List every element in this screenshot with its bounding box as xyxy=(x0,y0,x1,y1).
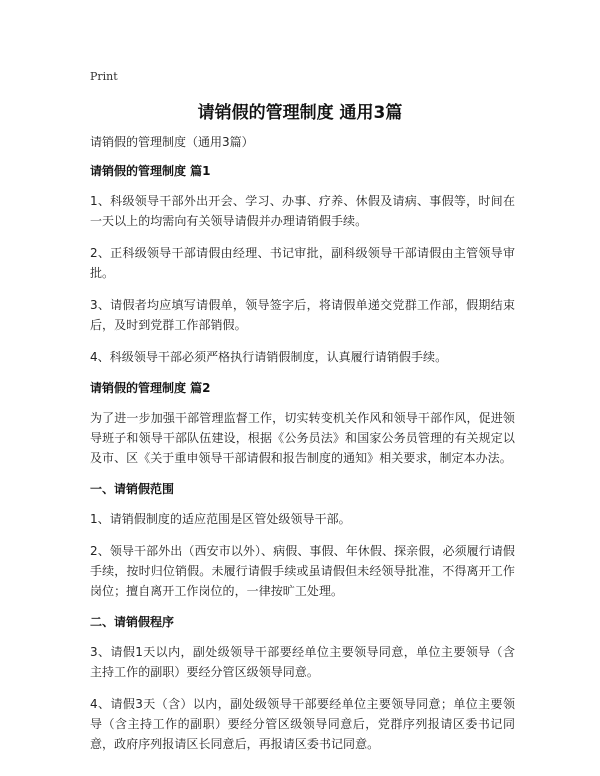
document-body xyxy=(90,133,515,766)
part1-paragraph: 2、正科级领导干部请假由经理、书记审批，副科级领导干部请假由主管领导审批。 xyxy=(90,246,515,280)
part1-heading: 请销假的管理制度 篇1 xyxy=(90,164,211,178)
part2-intro: 为了进一步加强干部管理监督工作，切实转变机关作风和领导干部作风，促进领导班子和领导干部队伍建设，根据《公务员法》和国家公务员管理的有关规定以及市、区《关于重申领导干部请假和报告制度的通知》相关要求，制定本办法。 xyxy=(90,411,515,465)
section2-paragraph: 4、请假3天（含）以内，副处级领导干部要经单位主要领导同意；单位主要领导（含主持工作的副职）要经分管区级领导同意后，党群序列报请区委书记同意，政府序列报请区长同意后，再报请区委书记同意。 xyxy=(90,697,515,751)
section1-heading: 一、请销假范围 xyxy=(90,482,175,496)
document-title: 请销假的管理制度 通用3篇 xyxy=(197,103,403,123)
print-label: Print xyxy=(90,70,118,83)
section2-paragraph: 3、请假1天以内，副处级领导干部要经单位主要领导同意，单位主要领导（含主持工作的副职）要经分管区级领导同意。 xyxy=(90,645,515,679)
part2-heading: 请销假的管理制度 篇2 xyxy=(90,381,211,395)
section2-heading: 二、请销假程序 xyxy=(90,615,175,629)
section1-paragraph: 1、请销假制度的适应范围是区管处级领导干部。 xyxy=(90,512,351,526)
part1-paragraph: 3、请假者均应填写请假单，领导签字后，将请假单递交党群工作部，假期结束后，及时到党群工作部销假。 xyxy=(90,298,515,332)
part1-paragraph: 4、科级领导干部必须严格执行请销假制度，认真履行请销假手续。 xyxy=(90,350,448,364)
document-subtitle: 请销假的管理制度（通用3篇） xyxy=(90,135,254,149)
part1-paragraph: 1、科级领导干部外出开会、学习、办事、疗养、休假及请病、事假等，时间在一天以上的均需向有关领导请假并办理请销假手续。 xyxy=(90,194,515,228)
section1-paragraph: 2、领导干部外出（西安市以外）、病假、事假、年休假、探亲假，必须履行请假手续，按时归位销假。未履行请假手续或虽请假但未经领导批准，不得离开工作岗位；擅自离开工作岗位的，一律按旷工处理。 xyxy=(90,544,515,598)
